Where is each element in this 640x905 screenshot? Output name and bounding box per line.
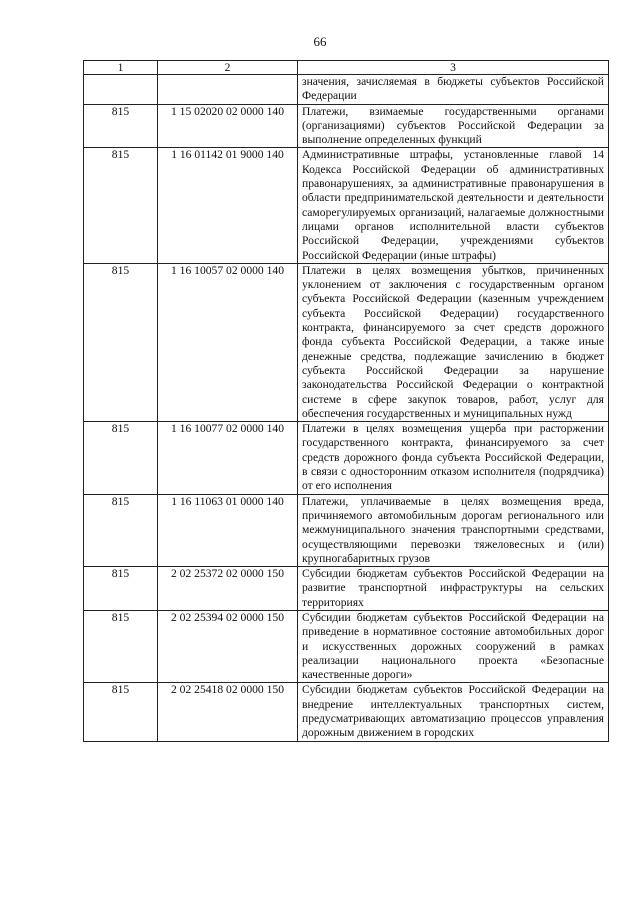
table-row [84,422,609,494]
revenue-code-cell: 2 02 25394 02 0000 150 [158,610,298,682]
description-cell: Платежи, взимаемые государственными органами (организациями) субъектов Российской Федерации за выполнение определенных функций [298,104,609,148]
table-row [84,610,609,682]
table-row [84,683,609,741]
admin-code-cell: 815 [84,104,158,148]
description-cell: Субсидии бюджетам субъектов Российской Федерации на развитие транспортной инфраструктуры на сельских территориях [298,567,609,611]
admin-code-cell [84,75,158,105]
table-row [84,104,609,148]
revenue-code-cell [158,75,298,105]
page-number: 66 [313,34,327,49]
admin-code-cell: 815 [84,422,158,494]
header-row [84,61,609,75]
table-row [84,567,609,611]
table-body [84,75,609,742]
admin-code-cell: 815 [84,494,158,566]
column-header-1: 1 [84,61,158,75]
column-header-2: 2 [158,61,298,75]
table-row [84,75,609,105]
admin-code-cell: 815 [84,263,158,421]
admin-code-cell: 815 [84,567,158,611]
admin-code-cell: 815 [84,683,158,741]
revenue-code-cell: 1 16 10057 02 0000 140 [158,263,298,421]
revenue-code-cell: 2 02 25372 02 0000 150 [158,567,298,611]
description-cell: Административные штрафы, установленные главой 14 Кодекса Российской Федерации об административных правонарушениях, за административные правонарушения в области предпринимательской деятельности и деятельности саморегулируемых организаций, налагаемые должностными лицами органов исполнительной власти субъектов Российской Федерации, учреждениями субъектов Российской Федерации (иные штрафы) [298,148,609,263]
column-header-3: 3 [298,61,609,75]
description-cell: Субсидии бюджетам субъектов Российской Федерации на приведение в нормативное состояние автомобильных дорог и искусственных дорожных сооружений в рамках реализации национального проекта «Безопасные качественные дороги» [298,610,609,682]
table-row [84,148,609,263]
admin-code-cell: 815 [84,610,158,682]
description-cell: Платежи в целях возмещения убытков, причиненных уклонением от заключения с государственным органом субъекта Российской Федерации (казенным учреждением субъекта Российской Федерации) государственного контракта, финансируемого за счет средств дорожного фонда субъекта Российской Федерации, а также иные денежные средства, подлежащие зачислению в бюджет субъекта Российской Федерации за нарушение законодательства Российской Федерации о контрактной системе в сфере закупок товаров, работ, услуг для обеспечения государственных и муниципальных нужд [298,263,609,421]
revenue-code-cell: 1 16 10077 02 0000 140 [158,422,298,494]
budget-codes-table [83,60,609,742]
table-row [84,263,609,421]
description-cell: Платежи в целях возмещения ущерба при расторжении государственного контракта, финансируемого за счет средств дорожного фонда субъекта Российской Федерации, в связи с односторонним отказом исполнителя (подрядчика) от его исполнения [298,422,609,494]
revenue-code-cell: 2 02 25418 02 0000 150 [158,683,298,741]
revenue-code-cell: 1 16 11063 01 0000 140 [158,494,298,566]
table-header [84,61,609,75]
description-cell: Субсидии бюджетам субъектов Российской Федерации на внедрение интеллектуальных транспортных систем, предусматривающих автоматизацию процессов управления дорожным движением в городских [298,683,609,741]
revenue-code-cell: 1 16 01142 01 9000 140 [158,148,298,263]
description-cell: значения, зачисляемая в бюджеты субъектов Российской Федерации [298,75,609,105]
description-cell: Платежи, уплачиваемые в целях возмещения вреда, причиняемого автомобильным дорогам регионального или межмуниципального значения транспортными средствами, осуществляющими перевозки тяжеловесных и (или) крупногабаритных грузов [298,494,609,566]
revenue-code-cell: 1 15 02020 02 0000 140 [158,104,298,148]
admin-code-cell: 815 [84,148,158,263]
table-row [84,494,609,566]
